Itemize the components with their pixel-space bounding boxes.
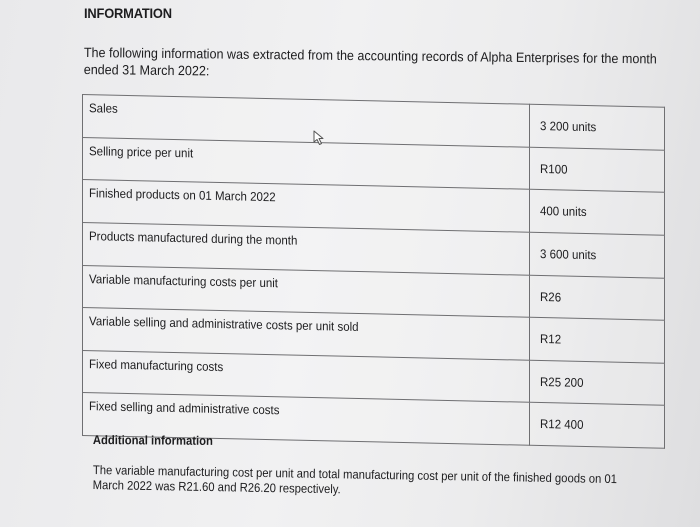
row-value: R12 (540, 332, 562, 347)
page-heading: INFORMATION (84, 5, 172, 21)
row-label: Fixed manufacturing costs (89, 356, 224, 374)
row-value-cell (530, 104, 665, 150)
intro-paragraph: The following information was extracted from the accounting records of Alpha Enterprises for the month ended 31 March 2022: (83, 44, 657, 79)
row-value-cell (530, 232, 665, 278)
row-label: Variable manufacturing costs per unit (89, 271, 279, 290)
row-value: R100 (540, 161, 568, 177)
row-value-cell (530, 147, 665, 193)
row-value: 3 600 units (540, 246, 597, 263)
row-label: Sales (89, 101, 118, 116)
row-value: 3 200 units (540, 118, 597, 135)
row-label: Products manufactured during the month (89, 229, 298, 248)
row-value: R25 200 (540, 374, 584, 390)
row-value-cell (530, 190, 665, 236)
information-table (82, 94, 665, 449)
row-label: Finished products on 01 March 2022 (89, 186, 276, 205)
additional-info-heading: Additional information (92, 433, 213, 448)
information-table-wrapper (82, 94, 664, 449)
row-value: 400 units (540, 204, 587, 220)
row-label: Selling price per unit (89, 143, 194, 161)
row-value-cell (530, 403, 665, 449)
row-label: Fixed selling and administrative costs (89, 399, 280, 418)
row-value-cell (530, 275, 665, 321)
row-value: R26 (540, 289, 562, 304)
mouse-pointer-icon (312, 130, 328, 146)
row-value: R12 400 (540, 417, 584, 433)
row-value-cell (530, 360, 665, 406)
row-value-cell (530, 317, 665, 363)
additional-info-text: The variable manufacturing cost per unit and total manufacturing cost per unit of the finished goods on 01 March 2022 was R21.60 and R26.20 respectively. (92, 463, 618, 497)
row-label: Variable selling and administrative costs per unit sold (89, 314, 359, 335)
